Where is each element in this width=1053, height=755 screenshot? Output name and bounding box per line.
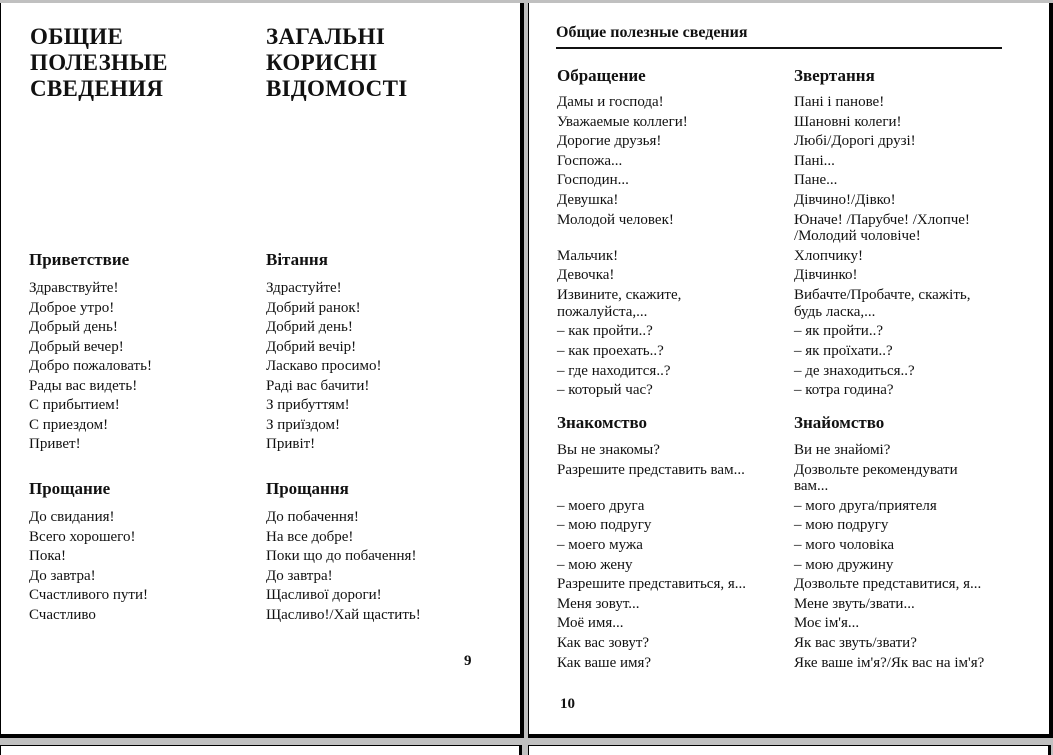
phrase-ru: Вы не знакомы? — [557, 442, 660, 458]
phrase: Щасливо!/Хай щастить! — [266, 606, 421, 623]
phrase-uk: – мою дружину — [794, 556, 894, 573]
next-page-edge — [528, 745, 1051, 755]
section-heading-uk: Знайомство — [794, 413, 885, 432]
phrase-uk: – як проїхати..? — [794, 342, 893, 359]
page-number: 9 — [464, 653, 472, 669]
phrase-ru: Извините, скажите, — [557, 287, 682, 304]
phrase-uk: вам... — [794, 478, 829, 495]
phrase: Счастливого пути! — [29, 587, 148, 603]
phrase-uk: – де знаходиться..? — [794, 362, 915, 379]
phrase-list-ru — [29, 508, 148, 625]
phrase-uk: – мого чоловіка — [794, 537, 895, 554]
phrase-ru: Дамы и господа! — [557, 94, 664, 110]
running-head: Общие полезные сведения — [556, 24, 748, 41]
phrase: Всего хорошего! — [29, 528, 136, 545]
phrase-uk: Любі/Дорогі друзі! — [794, 133, 916, 150]
section-heading-ru: Приветствие — [29, 250, 130, 269]
phrase-ru: Разрешите представить вам... — [557, 461, 745, 478]
chapter-title-uk — [266, 24, 408, 102]
phrase-ru: Меня зовут... — [557, 595, 640, 612]
phrase-ru: Молодой человек! — [557, 211, 674, 228]
phrase: С прибытием! — [29, 397, 120, 413]
phrase-uk: Пані... — [794, 152, 835, 169]
phrase: Пока! — [29, 548, 67, 564]
phrase-list-uk — [266, 279, 382, 455]
next-page-edge — [0, 745, 522, 755]
phrase-ru: Мальчик! — [557, 247, 619, 264]
phrase: Щасливої дороги! — [266, 587, 382, 603]
phrase: Добрый день! — [29, 319, 118, 335]
chapter-title-ru — [30, 24, 168, 102]
phrase: До побачення! — [266, 509, 359, 525]
phrase-ru: – как проехать..? — [557, 342, 664, 359]
page-10 — [528, 3, 1053, 738]
phrase-uk: Дозвольте рекомендувати — [794, 461, 958, 478]
phrase: До завтра! — [29, 567, 96, 584]
phrase: З приїздом! — [266, 416, 340, 433]
phrase: Здравствуйте! — [29, 280, 119, 296]
phrase: Счастливо — [29, 606, 96, 623]
phrase-ru: – как пройти..? — [557, 323, 653, 340]
phrase-ru: – мою подругу — [557, 517, 652, 534]
phrase-uk: /Молодий чоловіче! — [794, 228, 921, 245]
title-line: ПОЛЕЗНЫЕ — [30, 50, 168, 75]
phrase-uk: Юначе! /Парубче! /Хлопче! — [794, 211, 970, 228]
phrase-uk: Моє ім'я... — [794, 615, 860, 632]
phrase: Добрий день! — [266, 319, 353, 335]
phrase-ru: Госпожа... — [557, 152, 623, 169]
phrase-uk: Дозвольте представитися, я... — [794, 576, 982, 593]
section-heading-ru: Прощание — [29, 479, 111, 498]
title-line: ВІДОМОСТІ — [266, 76, 408, 101]
phrase-uk: Яке ваше ім'я?/Як вас на ім'я? — [794, 654, 985, 671]
phrase-ru: – где находится..? — [557, 362, 671, 379]
phrase-list-uk — [266, 508, 421, 625]
phrase-uk: будь ласка,... — [794, 303, 876, 320]
phrase-uk: Як вас звуть/звати? — [794, 635, 917, 652]
phrase-ru: Разрешите представиться, я... — [557, 576, 747, 593]
phrase-ru: Как вас зовут? — [557, 635, 650, 652]
title-line: ОБЩИЕ — [30, 24, 124, 49]
phrase: Добрий ранок! — [266, 299, 361, 316]
phrase-uk: Дівчино!/Дівко! — [794, 192, 896, 208]
phrase-ru: Дорогие друзья! — [557, 133, 662, 150]
phrase-ru: – мою жену — [557, 556, 633, 573]
phrase-ru: Девочка! — [557, 267, 615, 284]
phrase: До свидания! — [29, 509, 115, 525]
phrase-list-ru — [29, 279, 152, 455]
phrase: Поки що до побачення! — [266, 548, 417, 564]
phrase: С приездом! — [29, 416, 109, 433]
phrase-uk: – як пройти..? — [794, 323, 883, 340]
phrase-uk: – мою подругу — [794, 517, 889, 534]
phrase-ru: – моего мужа — [557, 537, 643, 554]
phrase-uk: – мого друга/приятеля — [794, 497, 937, 514]
phrase: На все добре! — [266, 528, 354, 545]
phrase-uk: Пане... — [794, 172, 838, 189]
phrase-ru: Девушка! — [557, 192, 619, 208]
header-rule — [556, 47, 1002, 49]
phrase: Здрастуйте! — [266, 280, 342, 296]
phrase-ru: Моё имя... — [557, 615, 624, 632]
phrase: Привіт! — [266, 436, 316, 452]
phrase: До завтра! — [266, 567, 333, 584]
section-heading-uk: Вітання — [266, 250, 328, 269]
phrase-uk: Вибачте/Пробачте, скажіть, — [794, 287, 971, 304]
title-line: ЗАГАЛЬНІ — [266, 24, 386, 49]
phrase-uk: Пані і панове! — [794, 94, 885, 110]
phrase: Добрий вечір! — [266, 338, 357, 355]
phrase: Добрый вечер! — [29, 338, 124, 355]
phrase-ru: Уважаемые коллеги! — [557, 113, 688, 130]
phrase-uk: Ви не знайомі? — [794, 442, 891, 458]
phrase: Раді вас бачити! — [266, 377, 370, 394]
phrase-ru: Как ваше имя? — [557, 654, 652, 671]
page-number: 10 — [560, 696, 575, 712]
phrase-ru: – моего друга — [557, 497, 645, 514]
phrase-uk: Хлопчику! — [794, 247, 863, 264]
phrase-uk: Мене звуть/звати... — [794, 595, 915, 612]
phrase: Рады вас видеть! — [29, 377, 138, 394]
page-9 — [0, 3, 524, 738]
title-line: КОРИСНІ — [266, 50, 378, 75]
section-heading-ru: Знакомство — [557, 413, 648, 432]
phrase: Доброе утро! — [29, 299, 115, 316]
phrase: Добро пожаловать! — [29, 358, 152, 374]
phrase: Привет! — [29, 436, 81, 452]
section-heading-ru: Обращение — [557, 66, 646, 85]
phrase: Ласкаво просимо! — [266, 358, 382, 374]
section-heading-uk: Прощання — [266, 479, 349, 498]
phrase: З прибуттям! — [266, 397, 350, 413]
phrase-ru: Господин... — [557, 172, 629, 189]
section-heading-uk: Звертання — [794, 66, 875, 85]
phrase-ru: – который час? — [557, 382, 653, 399]
phrase-uk: Шановні колеги! — [794, 113, 902, 130]
phrase-uk: – котра година? — [794, 382, 894, 399]
title-line: СВЕДЕНИЯ — [30, 76, 164, 101]
phrase-ru: пожалуйста,... — [557, 303, 648, 320]
phrase-uk: Дівчинко! — [794, 267, 858, 284]
